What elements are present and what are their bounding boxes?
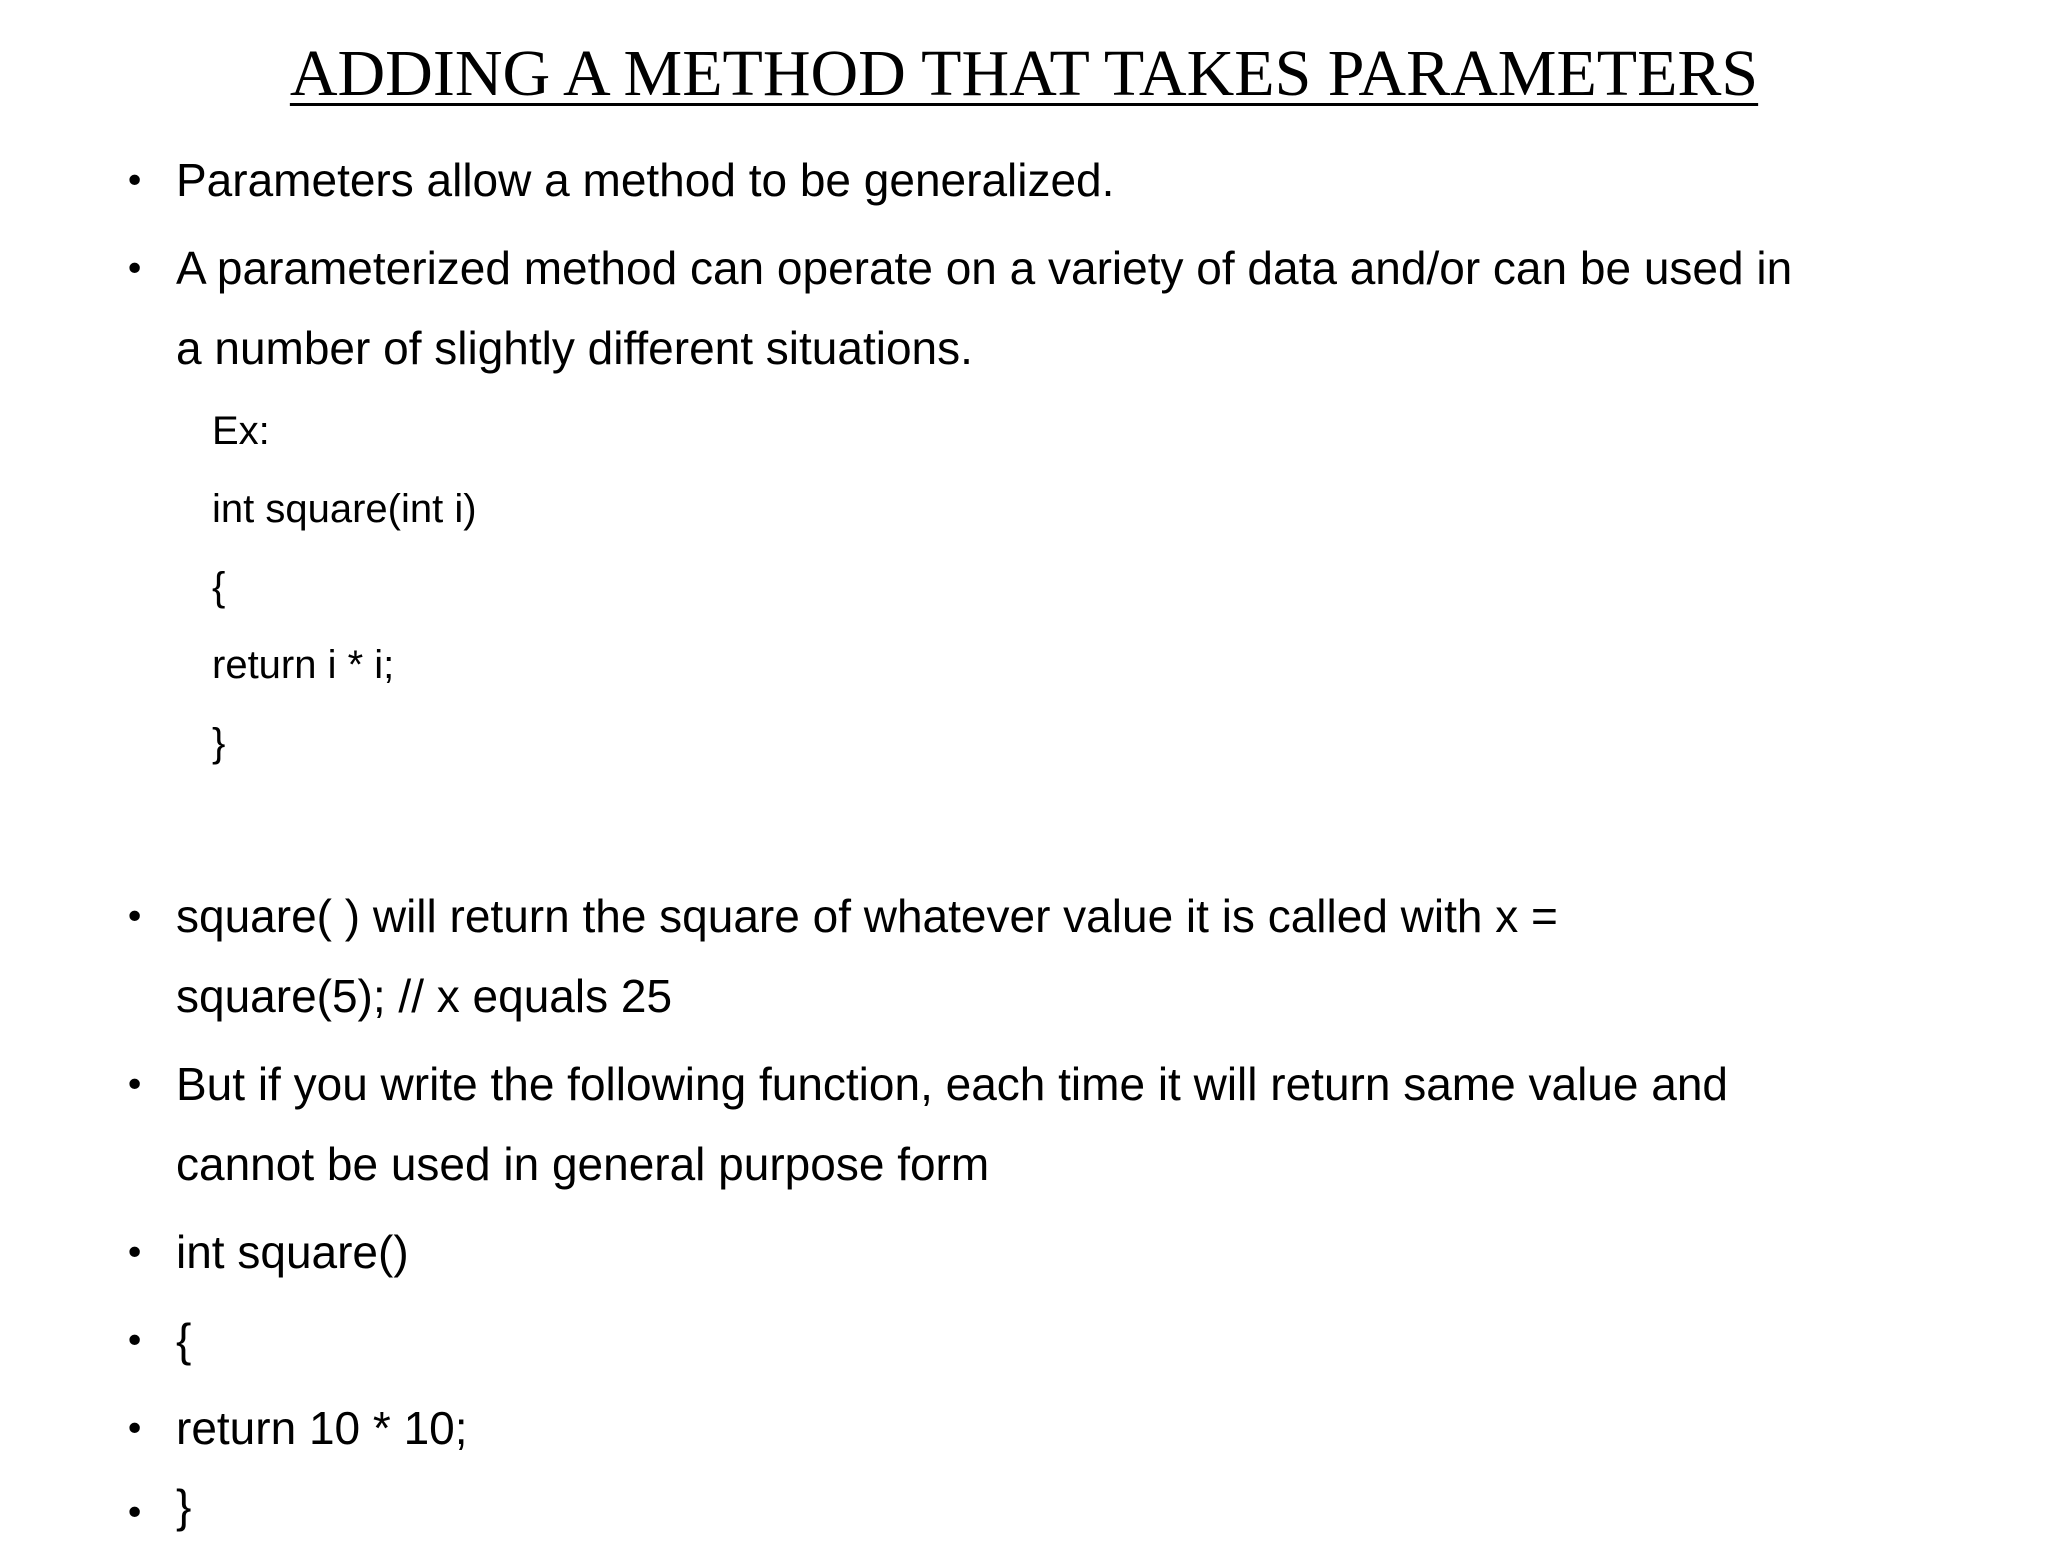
- example-label: Ex:: [212, 409, 270, 453]
- bullet-dot: •: [124, 1493, 146, 1534]
- example-code-line: return i * i;: [212, 643, 395, 687]
- slide-title-text: ADDING A METHOD THAT TAKES PARAMETERS: [289, 37, 1759, 110]
- example-code-line: }: [212, 721, 226, 765]
- bullet-dot: •: [124, 897, 146, 938]
- bullet-dot: •: [124, 1233, 146, 1274]
- example-code-line: {: [212, 565, 226, 609]
- bullet-text-code-line: }: [176, 1480, 192, 1532]
- bullet-text-parameterized-line1: A parameterized method can operate on a variety of data and/or can be used in: [176, 242, 1793, 294]
- bullet-text-following-line1: But if you write the following function, each time it will return same value and: [176, 1058, 1728, 1110]
- bullet-dot: •: [124, 1065, 146, 1106]
- example-code-line: int square(int i): [212, 487, 477, 531]
- bullet-text-code-line: return 10 * 10;: [176, 1402, 468, 1454]
- bullet-dot: •: [124, 1321, 146, 1362]
- bullet-text-code-line: int square(): [176, 1226, 409, 1278]
- bullet-text-generalized: Parameters allow a method to be generalized.: [176, 154, 1115, 206]
- bullet-dot: •: [124, 1409, 146, 1450]
- bullet-text-code-line: {: [176, 1314, 192, 1366]
- bullet-text-square-line2: square(5); // x equals 25: [176, 970, 673, 1022]
- slide-title: [0, 36, 2048, 112]
- bullet-text-square-line1: square( ) will return the square of whatever value it is called with x =: [176, 890, 1558, 942]
- bullet-dot: •: [124, 249, 146, 290]
- bullet-dot: •: [124, 161, 146, 202]
- bullet-text-following-line2: cannot be used in general purpose form: [176, 1138, 990, 1190]
- bullet-text-parameterized-line2: a number of slightly different situations.: [176, 322, 973, 374]
